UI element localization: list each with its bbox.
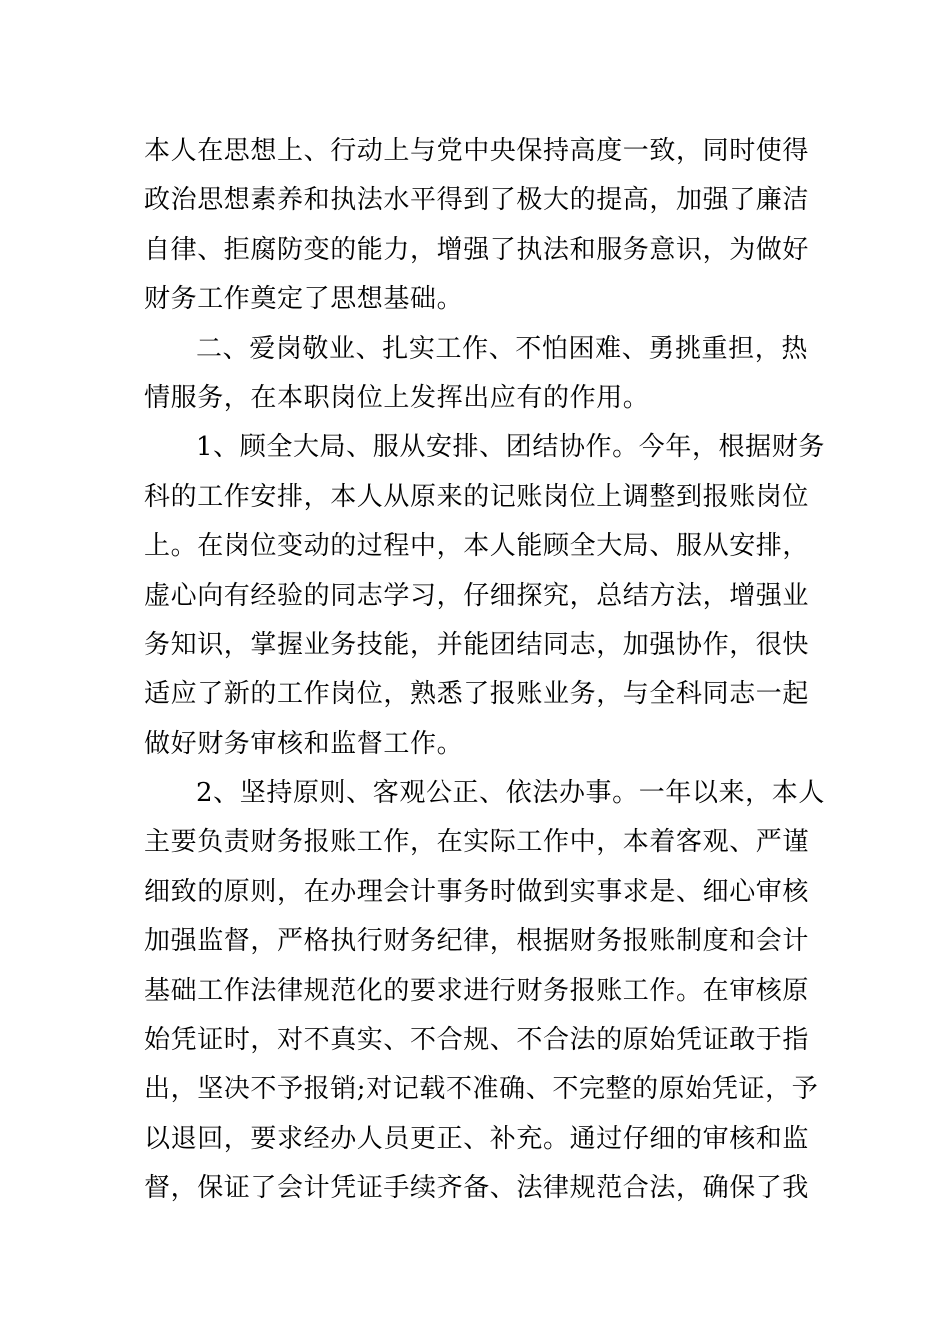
text-line: 细致的原则，在办理会计事务时做到实事求是、细心审核 [144,876,810,907]
text-line: 本人在思想上、行动上与党中央保持高度一致，同时使得 [144,136,810,166]
text-line: 做好财务审核和监督工作。 [144,728,464,759]
text-line: 1、顾全大局、服从安排、团结协作。今年，根据财务 [196,432,825,463]
text-line: 出，坚决不予报销;对记载不准确、不完整的原始凭证，予 [144,1074,819,1105]
text-line: 虚心向有经验的同志学习，仔细探究，总结方法，增强业 [144,580,810,611]
text-line: 上。在岗位变动的过程中，本人能顾全大局、服从安排， [144,531,810,562]
text-line: 情服务，在本职岗位上发挥出应有的作用。 [144,382,650,413]
text-line: 适应了新的工作岗位，熟悉了报账业务，与全科同志一起 [144,679,810,710]
text-line: 督，保证了会计凭证手续齐备、法律规范合法，确保了我 [144,1173,810,1204]
text-line: 财务工作奠定了思想基础。 [144,284,464,315]
text-line: 基础工作法律规范化的要求进行财务报账工作。在审核原 [144,975,810,1006]
text-line: 始凭证时，对不真实、不合规、不合法的原始凭证敢于指 [144,1025,810,1056]
text-line: 政治思想素养和执法水平得到了极大的提高，加强了廉洁 [144,185,810,216]
text-line: 加强监督，严格执行财务纪律，根据财务报账制度和会计 [144,926,810,957]
text-line: 务知识，掌握业务技能，并能团结同志，加强协作，很快 [144,629,810,660]
text-line: 以退回，要求经办人员更正、补充。通过仔细的审核和监 [144,1123,810,1154]
text-line: 二、爱岗敬业、扎实工作、不怕困难、勇挑重担，热 [196,333,808,364]
text-line: 主要负责财务报账工作，在实际工作中，本着客观、严谨 [144,827,810,858]
text-line: 科的工作安排，本人从原来的记账岗位上调整到报账岗位 [144,481,810,512]
text-line: 自律、拒腐防变的能力，增强了执法和服务意识，为做好 [144,234,810,265]
document-body [144,127,825,1214]
text-line: 2、坚持原则、客观公正、依法办事。一年以来，本人 [196,778,825,809]
